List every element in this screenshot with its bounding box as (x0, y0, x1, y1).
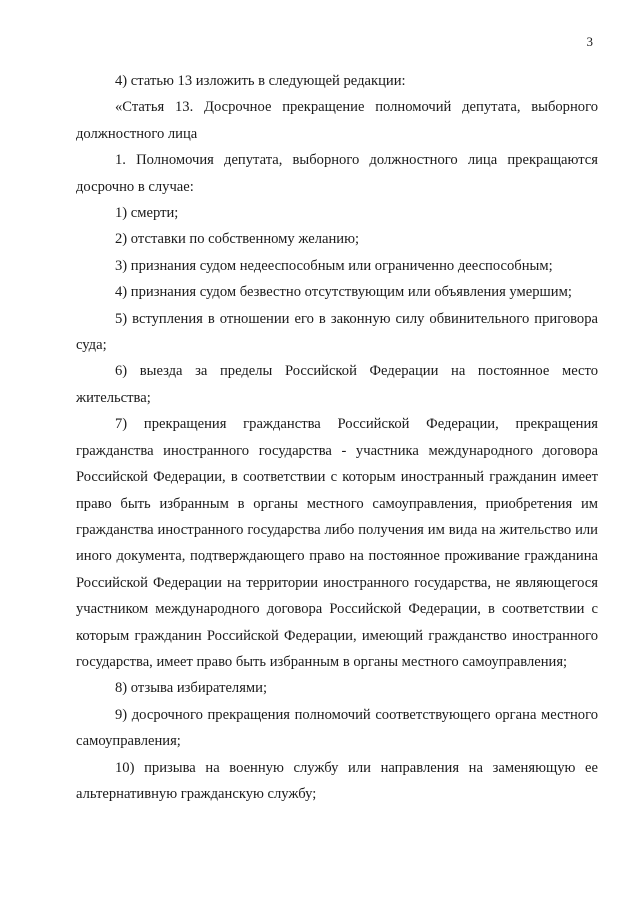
list-item: 9) досрочного прекращения полномочий соответствующего органа местного самоуправления; (76, 706, 598, 750)
paragraph-clause-1: 1. Полномочия депутата, выборного должностного лица прекращаются досрочно в случае: (76, 152, 598, 195)
list-item: 5) вступления в отношении его в законную силу обвинительного приговора суда; (76, 310, 598, 354)
paragraph-amendment-intro: 4) статью 13 изложить в следующей редакции: (115, 73, 406, 89)
list-item: 3) признания судом недееспособным или ограниченно дееспособным; (115, 257, 553, 274)
page-number: 3 (586, 34, 593, 49)
list-item: 1) смерти; (115, 205, 179, 222)
document-body (76, 68, 598, 807)
list-item: 7) прекращения гражданства Российской Федерации, прекращения гражданства иностранного государства - участника международного договора Российской Федерации, в соответствии с которым иностранный гражданин имеет право быть избранным в органы местного самоуправления, приобретения им гражданства иностранного государства либо получения им вида на жительство или иного документа, подтверждающего право на постоянное проживание гражданина Российской Федерации на территории иностранного государства, не являющегося участником международного договора Российской Федерации, в соответствии с которым гражданин Российской Федерации, имеющий гражданство иностранного государства, имеет право быть избранным в органы местного самоуправления; (76, 416, 598, 670)
list-item: 2) отставки по собственному желанию; (115, 231, 360, 248)
list-item: 4) признания судом безвестно отсутствующим или объявления умершим; (115, 284, 572, 301)
paragraph-article-title: «Статья 13. Досрочное прекращение полномочий депутата, выборного должностного лица (76, 99, 598, 142)
list-item: 10) призыва на военную службу или направления на заменяющую ее альтернативную гражданскую службу; (76, 759, 598, 802)
list-item: 6) выезда за пределы Российской Федерации на постоянное место жительства; (76, 363, 598, 406)
list-item: 8) отзыва избирателями; (115, 680, 268, 697)
